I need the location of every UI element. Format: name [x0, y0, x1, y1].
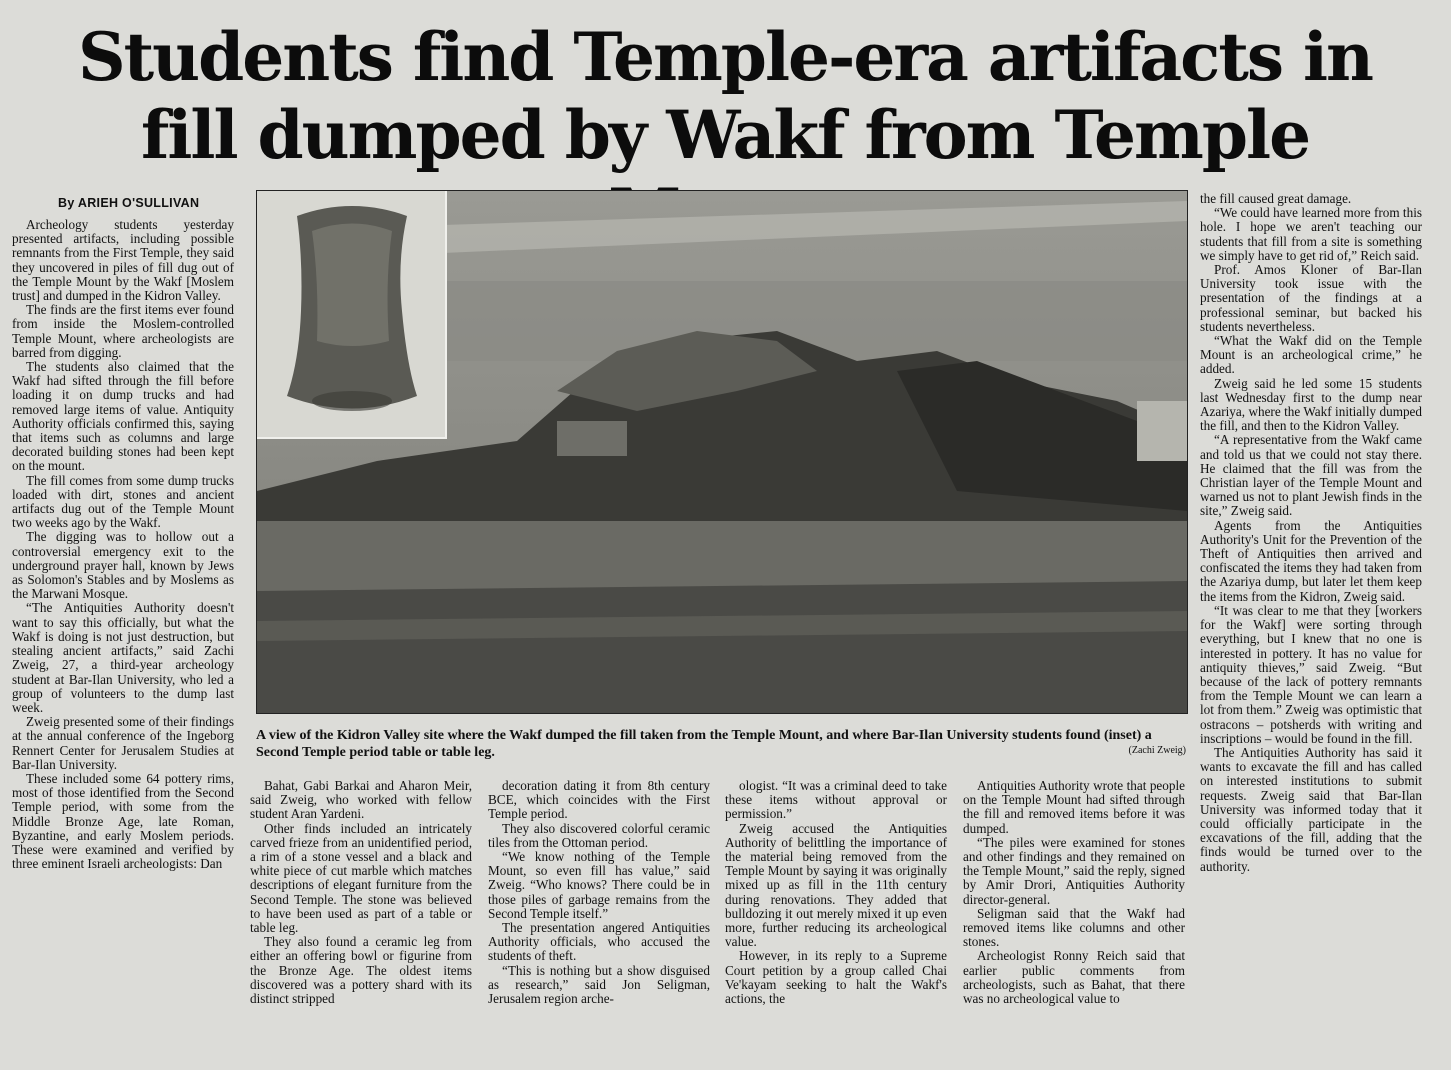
- paragraph: They also found a ceramic leg from either an offering bowl or figurine from the Bronze Age. The oldest items discovered was a pottery shard with its distinct stripped: [250, 934, 472, 1007]
- paragraph: The finds are the first items ever found from inside the Moslem-controlled Temple Mount, where archeologists are barred from digging.: [12, 302, 234, 360]
- paragraph: The students also claimed that the Wakf had sifted through the fill before loading it on dump trucks and had removed large items of value. Antiquity Authority officials confirmed this, saying that items such as columns and large decorated building stones had been kept on the mount.: [12, 359, 234, 474]
- paragraph: However, in its reply to a Supreme Court petition by a group called Chai Ve'kayam seeking to halt the Wakf's actions, the: [725, 948, 947, 1007]
- paragraph: These included some 64 pottery rims, most of those identified from the Second Temple period, with some from the Middle Bronze Age, late Roman, Byzantine, and early Moslem periods. These were examined and verified by three eminent Israeli archeologists: Dan: [12, 770, 234, 872]
- article-column-2: [250, 779, 472, 1006]
- photo-credit: (Zachi Zweig): [1128, 745, 1186, 756]
- paragraph: Agents from the Antiquities Authority's Unit for the Prevention of the Theft of Antiquities then arrived and confiscated the items they had taken from the Azariya dump, but later let them keep the items from the Kidron, Zweig said.: [1200, 517, 1422, 604]
- kidron-valley-photo: [256, 190, 1188, 714]
- paragraph: “What the Wakf did on the Temple Mount is an archeological crime,” he added.: [1200, 333, 1422, 377]
- paragraph: The digging was to hollow out a controversial emergency exit to the underground prayer hall, known by Jews as Solomon's Stables and by Moslems as the Marwani Mosque.: [12, 529, 234, 602]
- paragraph: Zweig accused the Antiquities Authority of belittling the importance of the material being removed from the Temple Mount by saying it was originally mixed up as fill in the 11th century during renovations. They added that bulldozing it out merely mixed it up even more, further reducing its archeological value.: [725, 820, 947, 950]
- paragraph: “We know nothing of the Temple Mount, so even fill has value,” said Zweig. “Who knows? There could be in those piles of garbage remains from the Second Temple itself.”: [488, 849, 710, 921]
- photo-caption: A view of the Kidron Valley site where the Wakf dumped the fill taken from the Temple Mount, and where Bar-Ilan University students found (inset) a Second Temple period table or table leg.: [256, 728, 1152, 760]
- paragraph: Seligman said that the Wakf had removed items like columns and other stones.: [963, 905, 1185, 950]
- article-column-5: [963, 779, 1185, 1006]
- paragraph: ologist. “It was a criminal deed to take these items without approval or permission.”: [725, 778, 947, 822]
- paragraph: “The piles were examined for stones and other findings and they remained on the Temple Mount,” said the reply, signed by Amir Drori, Antiquities Authority director-general.: [963, 834, 1185, 907]
- paragraph: “It was clear to me that they [workers for the Wakf] were sorting through everything, but I knew that no one is interested in pottery. It has no value for antiquity thieves,” said Zweig. “But because of the lack of pottery remnants from the Temple Mount we can learn a lot from them.” Zweig was optimistic that ostracons – potsherds with writing and inscriptions – would be found in the fill.: [1200, 602, 1422, 746]
- paragraph: “A representative from the Wakf came and told us that we could not stay there. He claimed that the fill was from the Christian layer of the Temple Mount and warned us not to plant Jewish finds in the site,” Zweig said.: [1200, 432, 1422, 519]
- article-column-4: [725, 779, 947, 1006]
- paragraph: “This is nothing but a show disguised as research,” said Jon Seligman, Jerusalem region arche-: [488, 962, 710, 1007]
- byline: By ARIEH O'SULLIVAN: [58, 196, 200, 210]
- paragraph: Bahat, Gabi Barkai and Aharon Meir, said Zweig, who worked with fellow student Aran Yardeni.: [250, 778, 472, 822]
- paragraph: Other finds included an intricately carved frieze from an unidentified period, a rim of a stone vessel and a black and white piece of cut marble which matches descriptions of elegant furniture from the Second Temple. The stone was believed to have been used as part of a table or table leg.: [250, 820, 472, 936]
- paragraph: The fill comes from some dump trucks loaded with dirt, stones and ancient artifacts dug out of the Temple Mount two weeks ago by the Wakf.: [12, 472, 234, 531]
- paragraph: The presentation angered Antiquities Authority officials, who accused the students of theft.: [488, 920, 710, 964]
- paragraph: “The Antiquities Authority doesn't want to say this officially, but what the Wakf is doing is not just destruction, but stealing ancient artifacts,” said Zachi Zweig, 27, a third-year archeology student at Bar-Ilan University, who led a group of volunteers to the dump last week.: [12, 600, 234, 715]
- paragraph: Antiquities Authority wrote that people on the Temple Mount had sifted through the fill and removed items before it was dumped.: [963, 778, 1185, 836]
- paragraph: The Antiquities Authority has said it wants to excavate the fill and has called on interested institutions to submit requests. Zweig said that Bar-Ilan University was informed today that it could officially participate in the excavations of the fill, adding that the finds would be turned over to the authority.: [1200, 744, 1422, 874]
- article-column-3: [488, 779, 710, 1006]
- paragraph: Archeology students yesterday presented artifacts, including possible remnants from the First Temple, they said they uncovered in piles of fill dug out of the Temple Mount by the Wakf [Moslem trust] and dumped in the Kidron Valley.: [12, 217, 234, 304]
- paragraph: Prof. Amos Kloner of Bar-Ilan University took issue with the presentation of the findings at a professional seminar, but backed his students nevertheless.: [1200, 262, 1422, 334]
- paragraph: They also discovered colorful ceramic tiles from the Ottoman period.: [488, 820, 710, 850]
- inset-photo: [257, 191, 447, 439]
- article-column-6: [1200, 192, 1422, 874]
- article-column-1: [12, 218, 234, 871]
- table-leg-image: [257, 191, 445, 437]
- headline: Students find Temple-era artifacts in fill dumped by Wakf from Temple: [77, 18, 1373, 174]
- paragraph: Zweig presented some of their findings at the annual conference of the Ingeborg Rennert Center for Jerusalem Studies at Bar-Ilan University.: [12, 714, 234, 772]
- paragraph: Archeologist Ronny Reich said that earlier public comments from archeologists, such as Bahat, that there was no archeological value to: [963, 948, 1185, 1007]
- paragraph: the fill caused great damage.: [1200, 191, 1352, 206]
- paragraph: “We could have learned more from this hole. I hope we aren't teaching our students that fill from a site is something we simply have to get rid of,” Reich said.: [1200, 205, 1422, 263]
- paragraph: Zweig said he led some 15 students last Wednesday first to the dump near Azariya, where the Wakf initially dumped the fill, and then to the Kidron Valley.: [1200, 375, 1422, 434]
- paragraph: decoration dating it from 8th century BCE, which coincides with the First Temple period.: [488, 778, 710, 822]
